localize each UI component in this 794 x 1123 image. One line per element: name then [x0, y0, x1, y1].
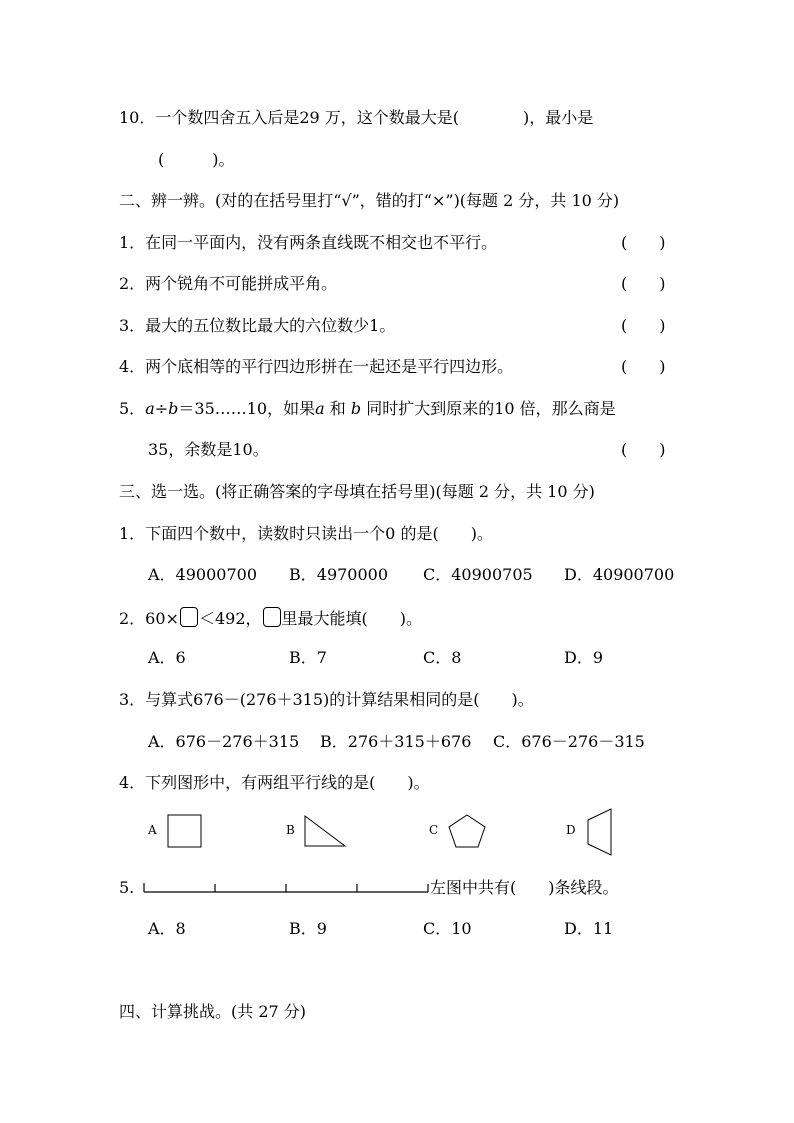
- s2-answer-paren-2[interactable]: ( ): [621, 274, 666, 293]
- s3-q5-option-b[interactable]: B．9: [289, 919, 327, 938]
- s2-answer-paren-5[interactable]: ( ): [621, 440, 666, 459]
- s2-item-5-line1: [119, 399, 616, 419]
- s3-q2-stem: [119, 607, 422, 629]
- q10-line2: ( )。: [158, 150, 235, 169]
- shape-label-c[interactable]: C: [429, 823, 439, 837]
- var-b: b: [350, 399, 362, 418]
- s2-item5-mid2: 同时扩大到原来的10 倍，那么商是: [361, 399, 616, 418]
- s3-q2-option-c[interactable]: C．8: [423, 648, 462, 667]
- s3-q2-option-b[interactable]: B．7: [289, 648, 327, 667]
- pentagon-icon: [446, 813, 488, 849]
- s2-item-3: 3．最大的五位数比最大的六位数少1。: [119, 316, 396, 335]
- trapezoid-icon: [584, 806, 614, 858]
- line-segment-figure: [140, 878, 432, 898]
- s3-q1-option-d[interactable]: D．40900700: [564, 565, 675, 584]
- s3-q1-option-a[interactable]: A．49000700: [148, 565, 257, 584]
- s3-q2-part3: 里最大能填( )。: [281, 609, 422, 628]
- s3-q5-option-d[interactable]: D．11: [564, 919, 614, 938]
- s2-item-5-line2: 35，余数是10。: [148, 440, 269, 459]
- var-a: a: [145, 399, 155, 418]
- s3-q2-part2: ＜492，: [198, 609, 262, 628]
- s2-item-1: 1．在同一平面内，没有两条直线既不相交也不平行。: [119, 233, 498, 252]
- shape-label-d[interactable]: D: [566, 823, 576, 837]
- shape-label-a[interactable]: A: [148, 823, 157, 837]
- section3-heading: 三、选一选。(将正确答案的字母填在括号里)(每题 2 分，共 10 分): [119, 482, 595, 501]
- section4-heading: 四、计算挑战。(共 27 分): [119, 1002, 307, 1021]
- s3-q2-option-a[interactable]: A．6: [148, 648, 186, 667]
- div-sign: ÷: [154, 399, 169, 418]
- var-a: a: [315, 399, 325, 418]
- s2-item5-and: 和: [324, 399, 351, 418]
- var-b: b: [168, 399, 179, 418]
- s3-q5-text: 左图中共有( )条线段。: [430, 878, 619, 897]
- s3-q1-stem: 1．下面四个数中，读数时只读出一个0 的是( )。: [119, 524, 493, 543]
- s3-q2-option-d[interactable]: D．9: [564, 648, 604, 667]
- blank-box-icon: [180, 607, 198, 627]
- s3-q2-part1: 2．60×: [119, 609, 179, 628]
- s3-q3-option-c[interactable]: C．676－276－315: [493, 732, 645, 751]
- s3-q5-option-c[interactable]: C．10: [423, 919, 472, 938]
- s2-answer-paren-3[interactable]: ( ): [621, 316, 666, 335]
- s2-answer-paren-4[interactable]: ( ): [621, 357, 666, 376]
- right-triangle-icon: [302, 813, 348, 849]
- s3-q5-option-a[interactable]: A．8: [148, 919, 186, 938]
- section2-heading: 二、辨一辨。(对的在括号里打“√”，错的打“×”)(每题 2 分，共 10 分): [119, 191, 620, 210]
- shape-label-b[interactable]: B: [286, 823, 295, 837]
- s2-item5-mid1: ＝35……10，如果: [178, 399, 316, 418]
- square-icon: [166, 813, 204, 849]
- s3-q3-option-b[interactable]: B．276＋315＋676: [320, 732, 472, 751]
- s2-answer-paren-1[interactable]: ( ): [621, 233, 666, 252]
- s3-q5-prefix: 5.: [119, 878, 135, 897]
- s3-q1-option-c[interactable]: C．40900705: [423, 565, 533, 584]
- s3-q3-option-a[interactable]: A．676－276＋315: [148, 732, 300, 751]
- blank-box-icon: [263, 607, 281, 627]
- s3-q3-stem: 3．与算式676－(276＋315)的计算结果相同的是( )。: [119, 690, 534, 709]
- q10-line1: 10．一个数四舍五入后是29 万，这个数最大是( )，最小是: [119, 108, 594, 127]
- s2-item-2: 2．两个锐角不可能拼成平角。: [119, 274, 338, 293]
- s3-q4-stem: 4．下列图形中，有两组平行线的是( )。: [119, 773, 430, 792]
- s3-q1-option-b[interactable]: B．4970000: [289, 565, 389, 584]
- s2-item-4: 4．两个底相等的平行四边形拼在一起还是平行四边形。: [119, 357, 514, 376]
- s2-item5-prefix: 5．: [119, 399, 146, 418]
